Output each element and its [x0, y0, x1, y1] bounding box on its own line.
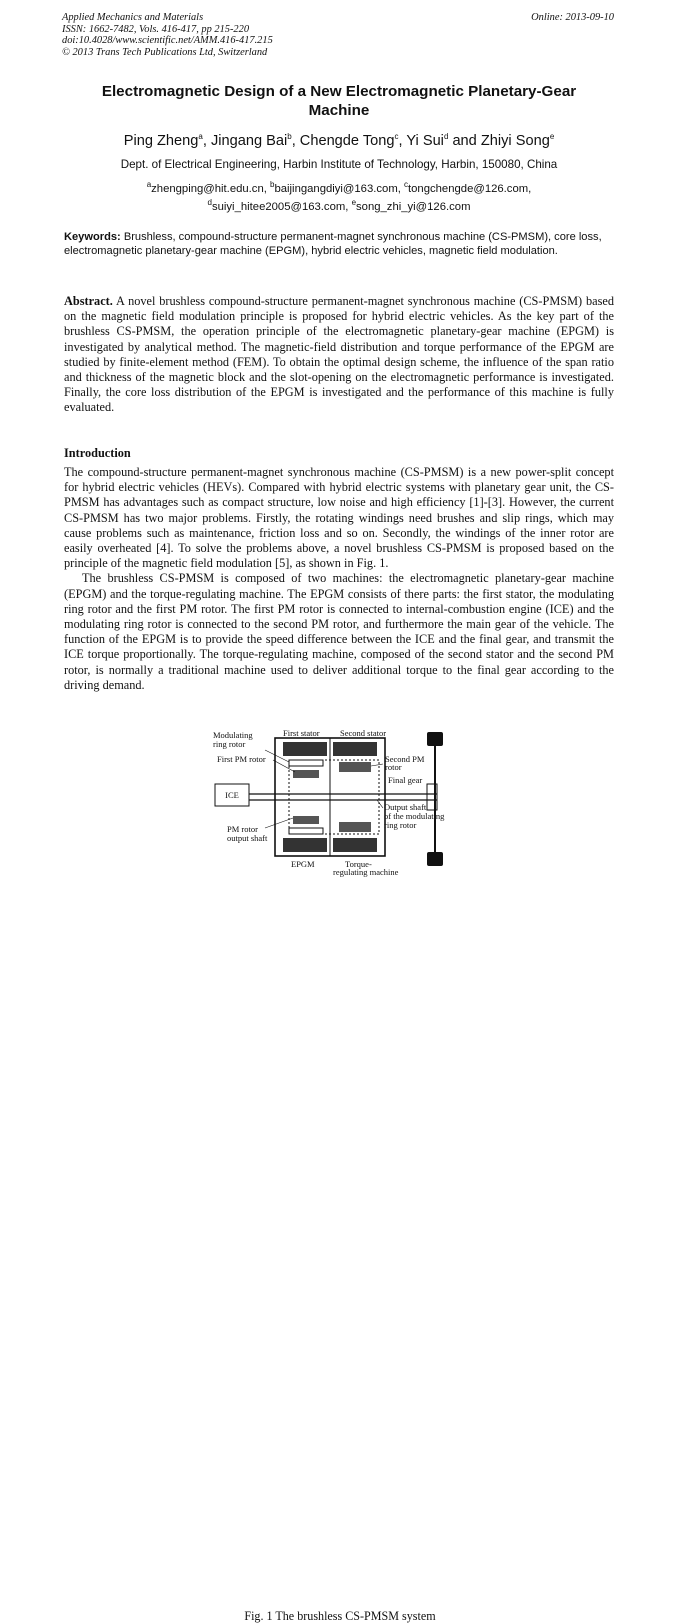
cs-pmsm-diagram [205, 728, 475, 878]
first-stator-top [283, 742, 327, 756]
first-pm-rotor-top [293, 770, 319, 778]
label-pm-output-1: PM rotor [227, 824, 258, 834]
modulating-ring-top [289, 760, 323, 766]
paragraph: The compound-structure permanent-magnet synchronous machine (CS-PMSM) is a new power-split concept for hybrid electric vehicles (HEVs). Compared with hybrid electric systems with planetary gear unit, the CS-PMSM has advantages such as compact structure, low noise and high efficiency [1]-[3]. However, the current CS-PMSM has two major problems. Firstly, the rotating windings need brushes and slip rings, which may cause problems such as maintenance, friction loss and so on. Secondly, the windings of the inner rotor are easily overheated [4]. To solve the problems above, a novel brushless CS-PMSM is proposed based on the principle of the magnetic field modulation [5], as shown in Fig. 1. [64, 465, 614, 571]
second-stator-bottom [333, 838, 377, 852]
author-mark: a [198, 132, 203, 141]
first-stator-bottom [283, 838, 327, 852]
label-torque-1: Torque- [345, 859, 372, 869]
label-modulating-1: Modulating [213, 730, 253, 740]
abstract [64, 294, 614, 416]
journal-name: Applied Mechanics and Materials [62, 12, 204, 23]
label-pm-output-2: output shaft [227, 833, 268, 843]
paragraph: The brushless CS-PMSM is composed of two machines: the electromagnetic planetary-gear machine (EPGM) and the torque-regulating machine. The EPGM consists of there parts: the first stator, the modulating ring rotor and the first PM rotor. The first PM rotor is connected to internal-combustion engine (ICE) and the modulating ring rotor is connected to the second PM rotor, and furthermore the main gear of the vehicle. The function of the EPGM is to provide the speed difference between the ICE and the final gear, and transmit the ICE torque proportionally. The torque-regulating machine, composed of the second stator and the second PM rotor, is normally a traditional machine used to deliver additional torque to the final gear according to the driving demand. [64, 571, 614, 692]
author-mark: e [549, 132, 555, 141]
copyright: © 2013 Trans Tech Publications Ltd, Switzerland [62, 46, 268, 58]
page-header [62, 12, 614, 58]
label-output-2: of the modulating [384, 811, 445, 821]
author-name: Ping Zheng [123, 132, 199, 149]
doi: doi:10.4028/www.scientific.net/AMM.416-417.215 [62, 35, 273, 47]
second-pm-rotor-top [339, 762, 371, 772]
label-second-stator: Second stator [340, 728, 387, 738]
keywords-text: Brushless, compound-structure permanent-magnet synchronous machine (CS-PMSM), core loss, electromagnetic planetary-gear machine (EPGM), hybrid electric vehicles, magnetic field modulation. [64, 231, 602, 258]
label-final-gear: Final gear [388, 775, 423, 785]
email-link[interactable]: baijingangdiyi@163.com, [274, 182, 401, 195]
leader-line [371, 764, 383, 766]
online-date: Online: 2013-09-10 [531, 12, 614, 23]
leader-line [377, 800, 383, 808]
email-link[interactable]: zhengping@hit.edu.cn, [151, 182, 267, 195]
author-name: Jingang Bai [210, 132, 288, 149]
email-list: $^a$zhengping@hit.edu.cn, $^b$baijingangdiyi@163.com, $^c$tongchengde@126.com, $^d$suiyi_hitee2005@163.com, $^e$song_zhi_yi@126.com [146, 180, 532, 214]
author-mark: b [287, 132, 292, 141]
label-first-stator: First stator [283, 728, 320, 738]
introduction-body [64, 465, 614, 693]
label-epgm: EPGM [291, 859, 315, 869]
email-link[interactable]: suiyi_hitee2005@163.com, [211, 201, 349, 214]
first-pm-rotor-bottom [293, 816, 319, 824]
email-link[interactable]: song_zhi_yi@126.com [356, 201, 471, 214]
label-second-pm-1: Second PM [385, 754, 425, 764]
abstract-text: A novel brushless compound-structure permanent-magnet synchronous machine (CS-PMSM) based on the magnetic field modulation principle is proposed for hybrid electric vehicles. As the key part of the brushless CS-PMSM, the operation principle of the electromagnetic planetary-gear machine (EPGM) is investigated by analytical method. The magnetic-field distribution and torque performance of the EPGM are studied by finite-element method (FEM). To obtain the optimal design scheme, the influence of the span ratio and thickness of the magnetic block and the slot-opening on the electromagnetic performance is investigated. Finally, the core loss distribution of the EPGM is investigated and the performance of this machine is fully evaluated. [64, 294, 614, 415]
modulating-ring-bottom [289, 828, 323, 834]
section-heading: Introduction [64, 446, 131, 460]
author-mark: d [443, 132, 449, 141]
label-output-1: Output shaft [384, 802, 427, 812]
keywords-label: Keywords: [64, 231, 121, 243]
affiliation: Dept. of Electrical Engineering, Harbin Institute of Technology, Harbin, 150080, China [120, 158, 558, 171]
ice-label: ICE [225, 790, 239, 800]
author-mark: c [394, 132, 399, 141]
label-modulating-2: ring rotor [213, 739, 246, 749]
author-name: Zhiyi Song [480, 132, 550, 149]
second-pm-rotor-bottom [339, 822, 371, 832]
figure-1 [205, 728, 475, 1623]
author-name: Chengde Tong [299, 132, 395, 149]
label-torque-2: regulating machine [333, 867, 399, 877]
email-link[interactable]: tongchengde@126.com, [408, 182, 532, 195]
issn: ISSN: 1662-7482, Vols. 416-417, pp 215-220 [62, 23, 250, 35]
wheel-bottom [427, 852, 443, 866]
author-list: Ping Zheng$^a$, Jingang Bai$^b$, Chengde Tong$^c$, Yi Sui$^d$ and Zhiyi Song$^e$ [123, 132, 555, 149]
paper-title: Electromagnetic Design of a New Electromagnetic Planetary-Gear Machine [101, 83, 577, 119]
label-output-3: ring rotor [384, 820, 417, 830]
wheel-top [427, 732, 443, 746]
second-stator-top [333, 742, 377, 756]
author-name: Yi Sui [406, 132, 444, 149]
label-second-pm-2: rotor [385, 762, 402, 772]
keywords [64, 230, 614, 259]
figure-caption: Fig. 1 The brushless CS-PMSM system [244, 1609, 436, 1623]
abstract-label: Abstract. [64, 294, 113, 308]
label-first-pm-rotor: First PM rotor [217, 754, 266, 764]
